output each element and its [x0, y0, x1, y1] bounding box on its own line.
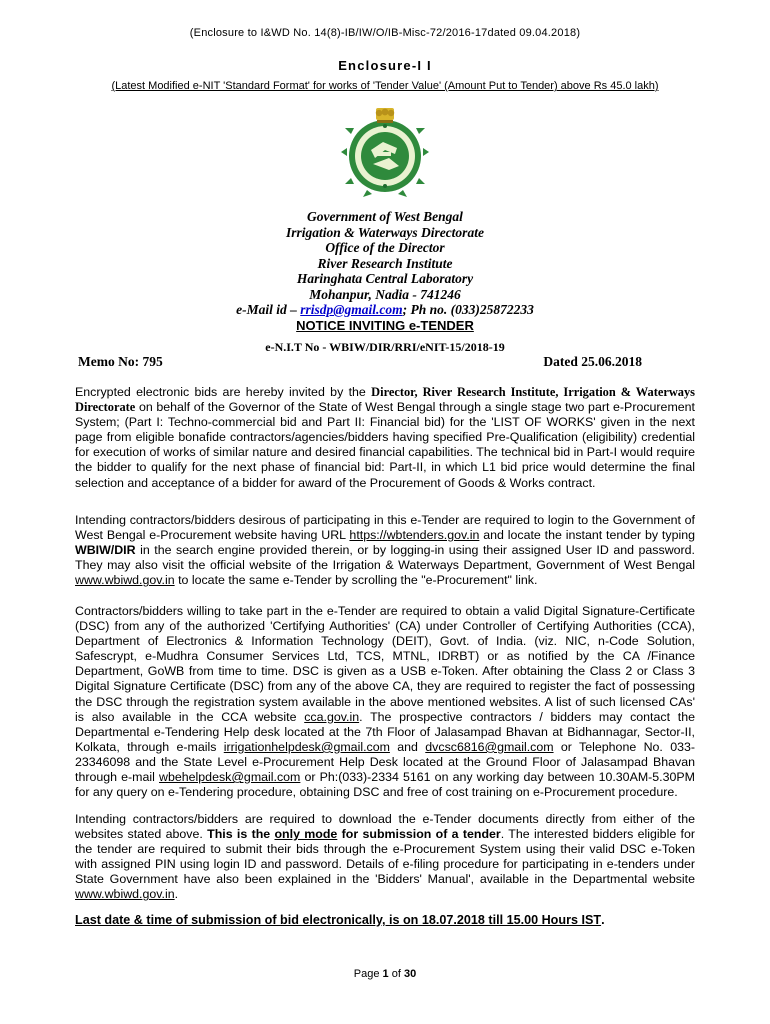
- wbtenders-link[interactable]: https://wbtenders.gov.in: [349, 528, 480, 543]
- phone-text: ; Ph no. (033)25872233: [402, 302, 534, 317]
- office-line-office: Office of the Director: [325, 240, 445, 255]
- enclosure-reference: (Enclosure to I&WD No. 14(8)-IB/IW/O/IB-Misc-72/2016-17dated 09.04.2018): [189, 27, 581, 39]
- wbiwd-link[interactable]: www.wbiwd.gov.in: [75, 573, 175, 588]
- office-line-directorate: Irrigation & Waterways Directorate: [286, 224, 484, 240]
- memo-number: Memo No: 795: [78, 354, 163, 369]
- dvcsc-email-link[interactable]: dvcsc6816@gmail.com: [425, 739, 554, 754]
- west-bengal-emblem-icon: [337, 104, 433, 202]
- office-line-government: Government of West Bengal: [307, 209, 463, 224]
- wbehelpdesk-email-link[interactable]: wbehelpdesk@gmail.com: [159, 770, 301, 785]
- office-contact-line: [0, 302, 770, 318]
- notice-date: Dated 25.06.2018: [543, 354, 642, 369]
- enclosure-title: Enclosure-I I: [338, 58, 432, 73]
- page-number: 1: [382, 968, 389, 980]
- cca-link[interactable]: cca.gov.in: [304, 709, 360, 724]
- last-date-notice: Last date & time of submission of bid electronically, is on 18.07.2018 till 15.00 Hours IST.: [75, 913, 605, 927]
- office-line-location: Mohanpur, Nadia - 741246: [309, 286, 461, 302]
- paragraph-download: Intending contractors/bidders are required to download the e-Tender documents directly from either of the websites stated above. This is the only mode for submission of a tender. The interested bidders eligible for the tender are required to submit their bids through the e-Procurement System using their valid DSC e-Token with assigned PIN using login ID and password. Details of e-filing procedure for participating in e-tenders under State Government have also been explained in the 'Bidders' Manual', available in the Departmental website www.wbiwd.gov.in.: [75, 812, 696, 902]
- director-name: Director, River Research Institute, Irrigation & Waterways Directorate: [75, 385, 695, 415]
- page-total: 30: [403, 968, 417, 980]
- paragraph-invitation: Encrypted electronic bids are hereby invited by the Director, River Research Institute, Irrigation & Waterways Directorate on behalf of the Governor of the State of West Bengal through a single stage two part e-Procurement System; (Part I: Techno-commercial bid and Part II: Financial bid) for the 'LIST OF WORKS' given in the next page from eligible bonafide contractors/agencies/bidders having specified Pre-Qualification (eligibility) credential for execution of works of similar nature and desired financial capabilities. The technical bid in Part-I would require the bidder to qualify for the next phase of financial bid: Part-II, in which L1 bid price would determine the final selection and acceptance of a bidder for award of the Procurement of Goods & Works contract.: [75, 385, 695, 490]
- page-footer: Page 1 of 30: [353, 968, 417, 980]
- paragraph-login: Intending contractors/bidders desirous of participating in this e-Tender are required to login to the Government of West Bengal e-Procurement website having URL https://wbtenders.gov.in and locate the instant tender by typing WBIW/DIR in the search engine provided therein, or by logging-in using their assigned User ID and password. They may also visit the official website of the Irrigation & Waterways Department, Government of West Bengal www.wbiwd.gov.in to locate the same e-Tender by scrolling the "e-Procurement" link.: [75, 513, 695, 588]
- search-keyword: WBIW/DIR: [75, 543, 136, 558]
- paragraph-dsc: Contractors/bidders willing to take part in the e-Tender are required to obtain a valid Digital Signature-Certificate (DSC) from any of the authorized 'Certifying Authorities' (CA) under Controller of Certifying Authorities (CCA), Department of Electronics & Information Technology (DEIT), Govt. of India. (viz. NIC, n-Code Solution, Safescrypt, e-Mudhra Consumer Services Ltd, TCS, MTNL, IDRBT) or as notified by the CA /Finance Department, GoWB from time to time. DSC is given as a USB e-Token. After obtaining the Class 2 or Class 3 Digital Signature Certificate (DSC) from any of the above CA, they are required to register the fact of possessing the DSC through the registration system available in the above mentioned websites. A list of such licensed CAs' is also available in the CCA website cca.gov.in. The prospective contractors / bidders may contact the Departmental e-Tendering Help desk located at the 7th Floor of Jalasampad Bhavan at Bidhannagar, Sector-II, Kolkata, through e-mails irrigationhelpdesk@gmail.com and dvcsc6816@gmail.com or Telephone No. 033-23346098 and the State Level e-Procurement Help Desk located at the Ground Floor of Jalasampad Bhavan through e-mail wbehelpdesk@gmail.com or Ph:(033)-2334 5161 on any working day between 10.30AM-5.30PM for any query on e-Tendering procedure, obtaining DSC and free of cost training on e-Procurement procedure.: [75, 604, 695, 800]
- enit-number: e-N.I.T No - WBIW/DIR/RRI/eNIT-15/2018-19: [265, 340, 505, 354]
- notice-heading: NOTICE INVITING e-TENDER: [296, 318, 474, 333]
- irrigation-helpdesk-email-link[interactable]: irrigationhelpdesk@gmail.com: [223, 739, 390, 754]
- office-line-laboratory: Haringhata Central Laboratory: [296, 271, 474, 286]
- email-link[interactable]: rrisdp@gmail.com: [300, 302, 403, 317]
- office-line-institute: River Research Institute: [317, 255, 453, 271]
- wbiwd-link-2[interactable]: www.wbiwd.gov.in: [75, 887, 175, 902]
- office-address-block: [0, 209, 770, 318]
- enclosure-subtitle: (Latest Modified e-NIT 'Standard Format' for works of 'Tender Value' (Amount Put to Tender) above Rs 45.0 lakh): [111, 80, 659, 92]
- only-mode-text: This is the only mode for submission of a tender: [207, 827, 501, 842]
- email-label: e-Mail id –: [236, 302, 301, 317]
